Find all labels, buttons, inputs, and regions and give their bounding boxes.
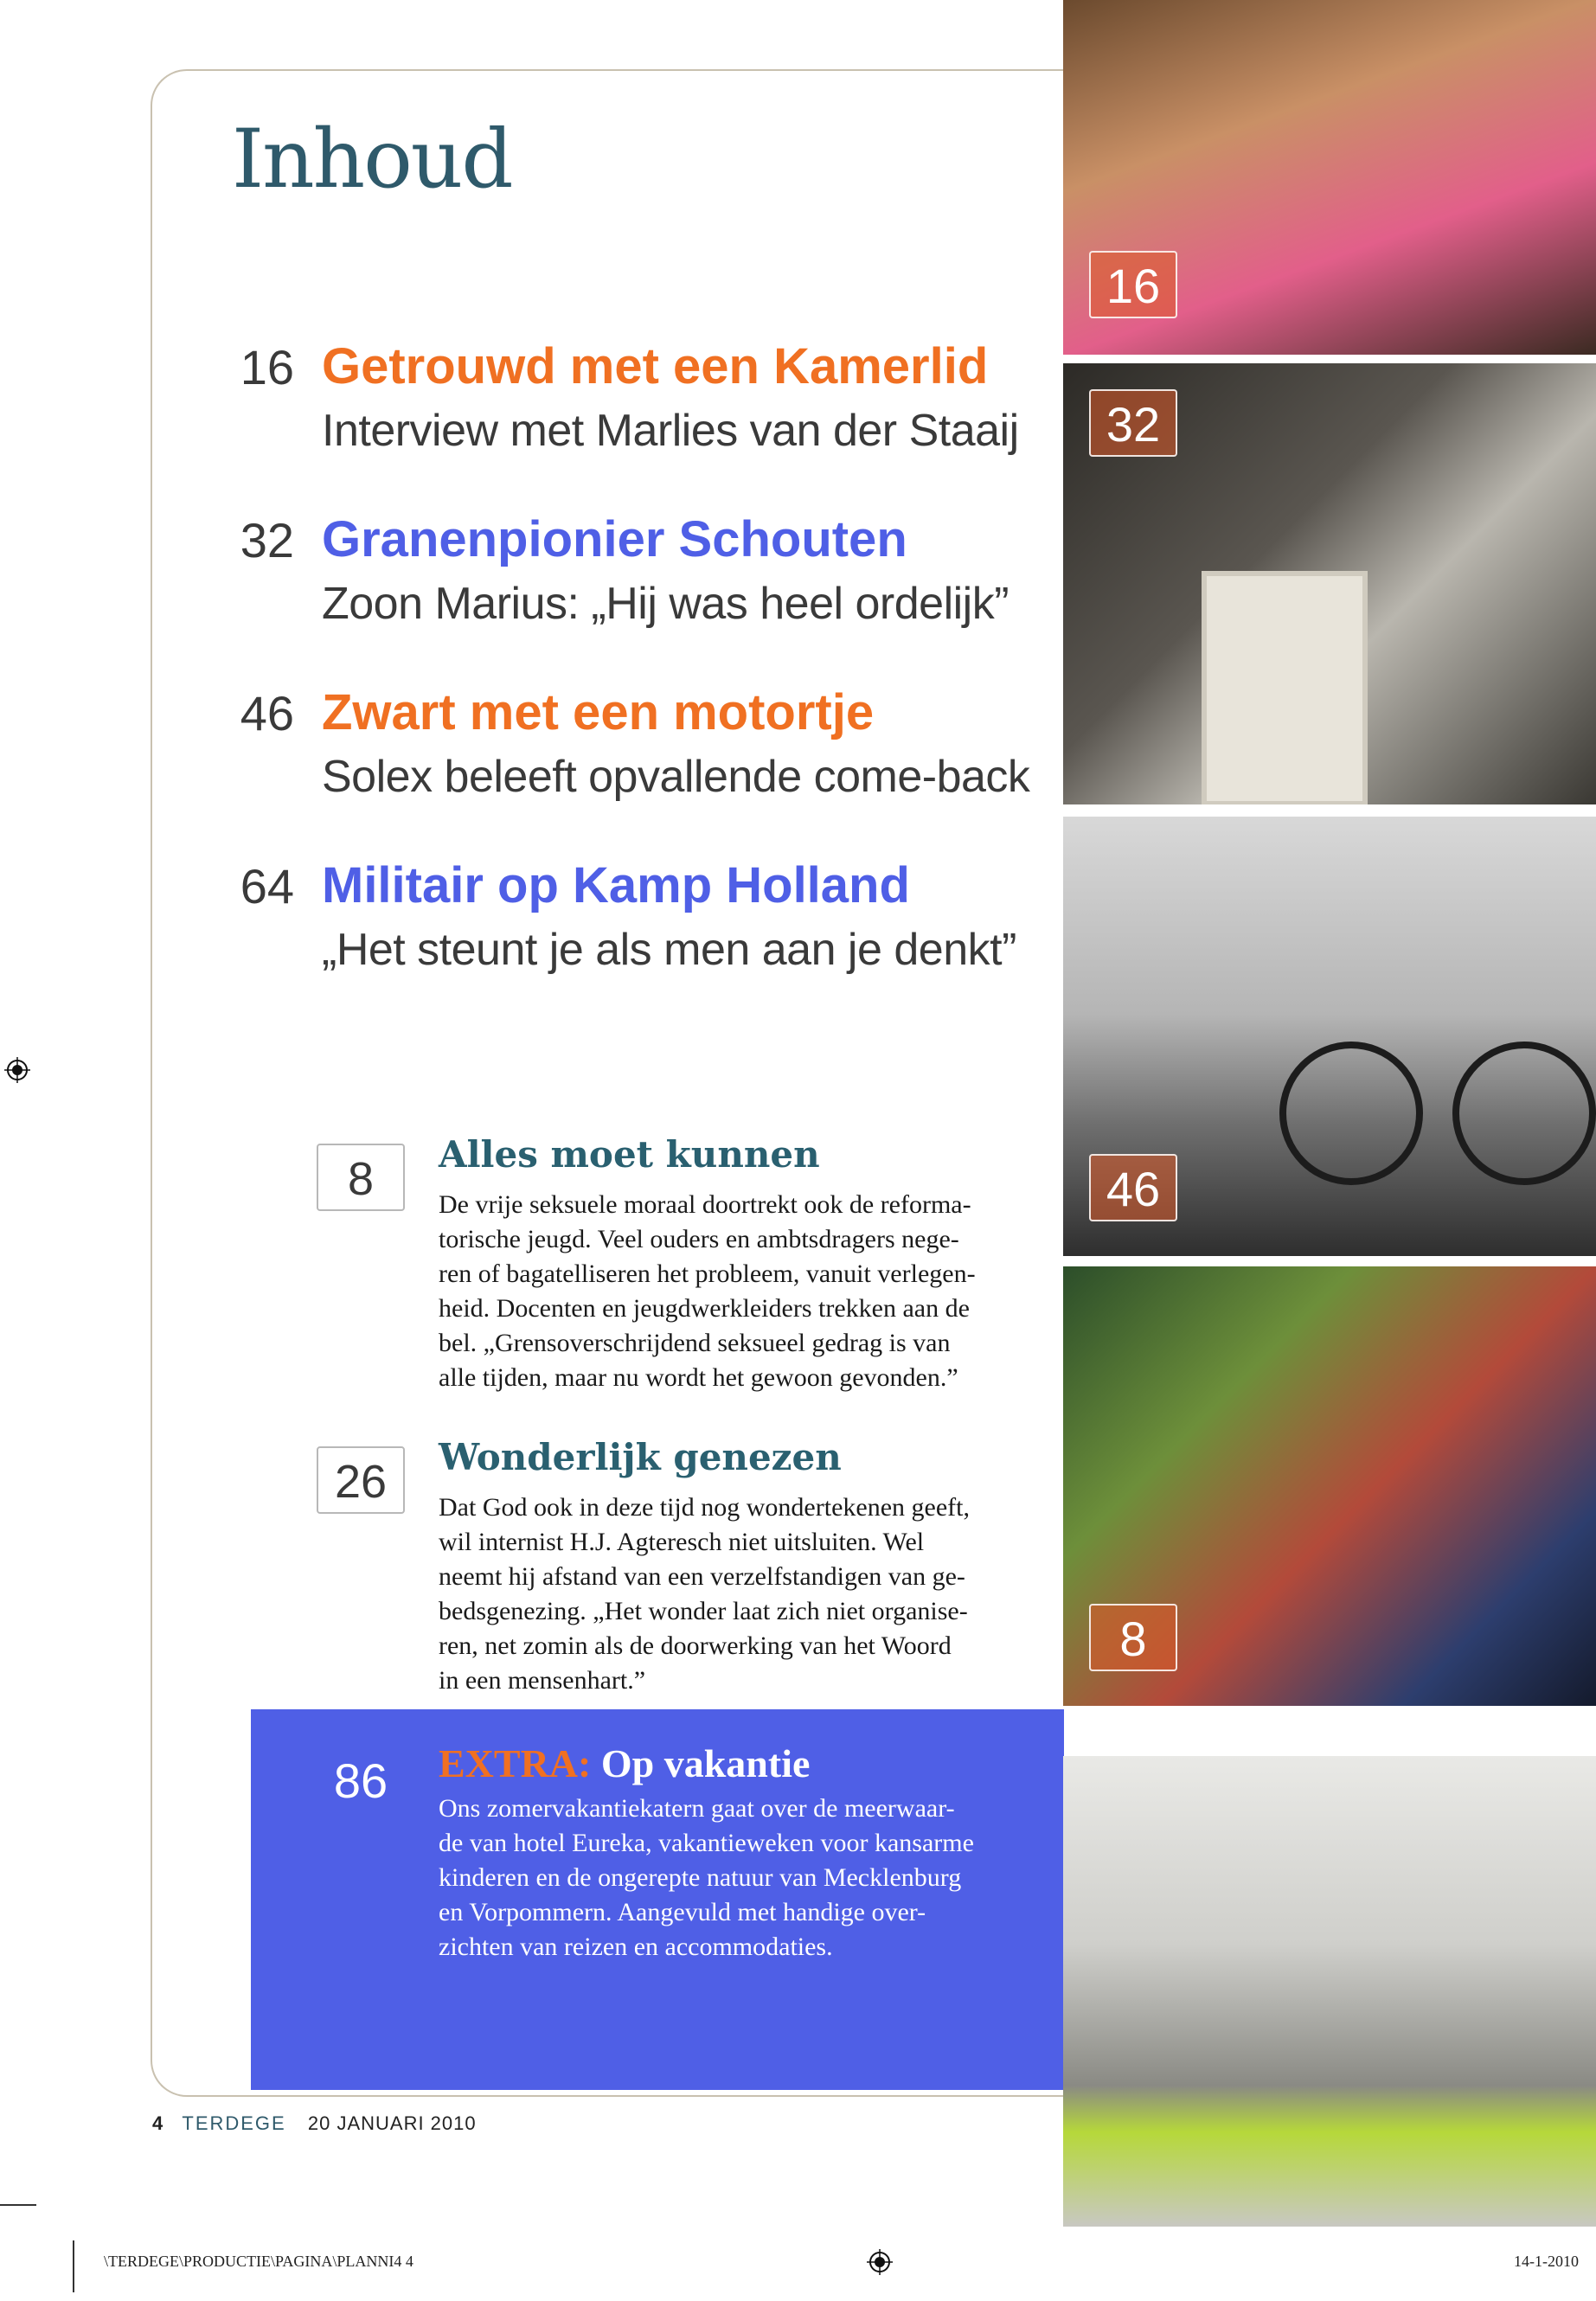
article-line: in een mensenhart.” (439, 1666, 646, 1695)
feature-title: Zwart met een motortje (322, 684, 875, 740)
article-title: Alles moet kunnen (439, 1133, 820, 1176)
feature-title: Getrouwd met een Kamerlid (322, 338, 989, 394)
page-footer (152, 2112, 477, 2135)
print-slug-path: \TERDEGE\PRODUCTIE\PAGINA\PLANNI4 4 (104, 2253, 413, 2270)
article-page-number: 26 (317, 1446, 405, 1514)
feature-title: Granenpionier Schouten (322, 511, 907, 567)
print-slug-date: 14-1-2010 (1514, 2253, 1579, 2270)
registration-mark-icon (867, 2249, 893, 2275)
bicycle-wheel (1279, 1042, 1423, 1185)
photo-youth (1063, 1266, 1596, 1706)
extra-line: de van hotel Eureka, vakantieweken voor kansarme (439, 1829, 974, 1857)
extra-line: kinderen en de ongerepte natuur van Mecklenburg (439, 1863, 962, 1892)
article-line: ren, net zomin als de doorwerking van het Woord (439, 1631, 952, 1660)
article-body (439, 1188, 1027, 1395)
photo-bicycle (1063, 817, 1596, 1256)
footer-date: 20 JANUARI 2010 (307, 2112, 477, 2134)
article-line: bel. „Grensoverschrijdend seksueel gedrag is van (439, 1329, 951, 1357)
article-line: heid. Docenten en jeugdwerkleiders trekken aan de (439, 1294, 970, 1323)
feature-page-number: 16 (240, 340, 294, 394)
feature-page-number: 32 (240, 513, 294, 567)
article-title: Wonderlijk genezen (439, 1436, 842, 1478)
extra-article[interactable] (439, 1740, 1035, 1965)
article-line: neemt hij afstand van een verzelfstandigen van ge- (439, 1562, 965, 1591)
framed-portrait (1202, 571, 1368, 804)
extra-line: zichten van reizen en accommodaties. (439, 1932, 833, 1961)
extra-page-number: 86 (333, 1753, 388, 1808)
article-page-number: 8 (317, 1144, 405, 1211)
bicycle-wheel (1452, 1042, 1596, 1185)
article-line: bedsgenezing. „Het wonder laat zich niet organise- (439, 1597, 968, 1625)
extra-title (439, 1740, 1035, 1786)
photo-badge: 46 (1089, 1154, 1177, 1221)
extra-label: EXTRA: (439, 1741, 592, 1785)
article-line: alle tijden, maar nu wordt het gewoon gevonden.” (439, 1363, 958, 1392)
registration-mark-icon (4, 1057, 30, 1083)
photo-badge: 8 (1089, 1604, 1177, 1671)
photo-family (1063, 0, 1596, 355)
feature-subtitle: „Het steunt je als men aan je denkt” (322, 925, 1016, 975)
footer-page-number: 4 (152, 2112, 164, 2134)
feature-subtitle: Interview met Marlies van der Staaij (322, 406, 1019, 456)
article-line: ren of bagatelliseren het probleem, vanuit verlegen- (439, 1259, 976, 1288)
crop-mark (0, 2204, 36, 2206)
feature-subtitle: Zoon Marius: „Hij was heel ordelijk” (322, 579, 1010, 629)
extra-body (439, 1791, 1035, 1965)
extra-line: en Vorpommern. Aangevuld met handige over- (439, 1898, 926, 1926)
photo-badge: 32 (1089, 389, 1177, 457)
article-item[interactable] (439, 1133, 1027, 1395)
article-line: wil internist H.J. Agteresch niet uitsluiten. Wel (439, 1528, 925, 1556)
extra-line: Ons zomervakantiekatern gaat over de meerwaar- (439, 1794, 955, 1823)
article-line: Dat God ook in deze tijd nog wondertekenen geeft, (439, 1493, 970, 1522)
feature-title: Militair op Kamp Holland (322, 857, 910, 913)
article-item[interactable] (439, 1436, 1027, 1698)
photo-portrait (1063, 363, 1596, 804)
photo-badge: 16 (1089, 251, 1177, 318)
article-line: torische jeugd. Veel ouders en ambtsdragers nege- (439, 1225, 959, 1253)
photo-kitchen (1063, 1756, 1596, 2227)
article-line: De vrije seksuele moraal doortrekt ook de reforma- (439, 1190, 971, 1219)
article-body (439, 1490, 1027, 1698)
extra-title-text: Op vakantie (600, 1741, 811, 1785)
feature-subtitle: Solex beleeft opvallende come-back (322, 752, 1030, 802)
footer-magazine: TERDEGE (182, 2112, 286, 2134)
feature-page-number: 46 (240, 686, 294, 740)
feature-page-number: 64 (240, 859, 294, 913)
page-title: Inhoud (232, 112, 512, 207)
crop-mark (73, 2240, 74, 2292)
